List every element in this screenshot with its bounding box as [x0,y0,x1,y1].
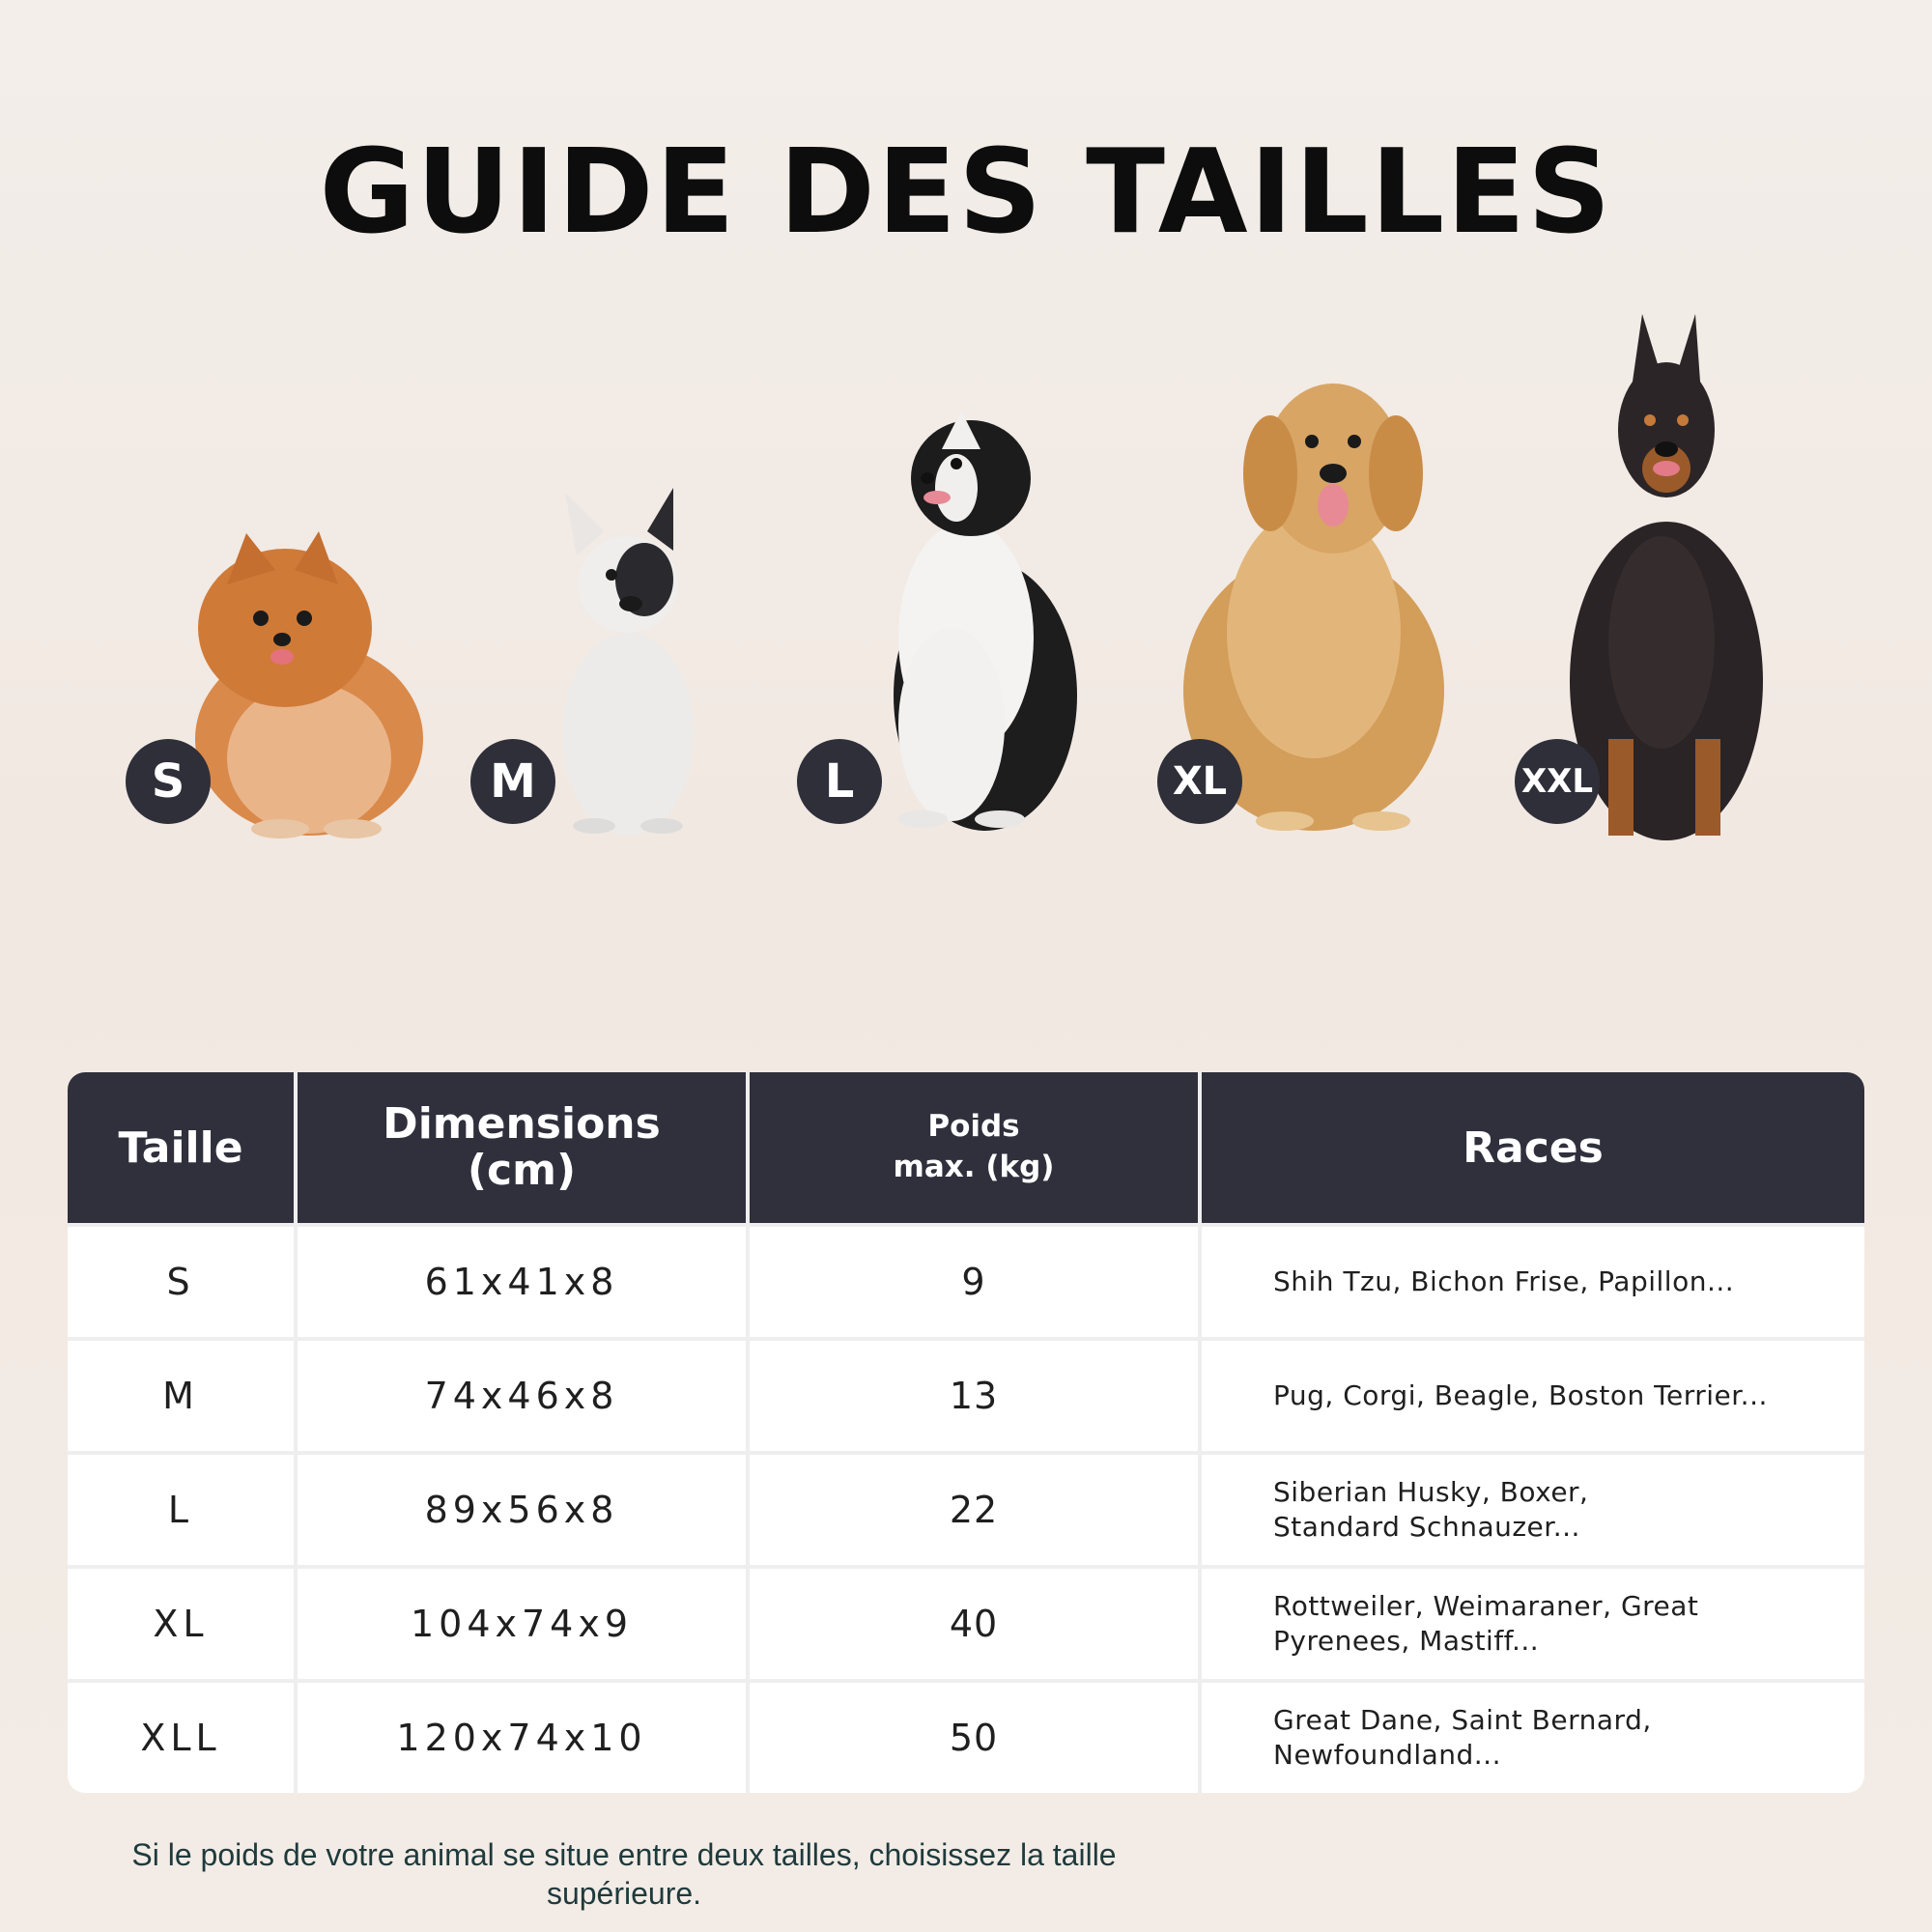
cell-dimensions: 74x46x8 [298,1341,746,1451]
table-row [68,1569,1864,1679]
dog-large-border-collie [824,406,1087,831]
dog-medium-french-bulldog [490,488,710,836]
cell-dimensions: 104x74x9 [298,1569,746,1679]
header-dimensions-line2: (cm) [467,1146,577,1195]
cell-poids: 22 [750,1455,1198,1565]
size-badge-m: M [470,739,555,824]
cell-races-line1: Pug, Corgi, Beagle, Boston Terrier... [1273,1378,1768,1411]
cell-dimensions: 120x74x10 [298,1683,746,1793]
dog-small-pomeranian [151,531,435,840]
size-badge-xxl: XXL [1515,739,1600,824]
table-row [68,1227,1864,1337]
note-line2: supérieure. [546,1876,702,1911]
header-dimensions-line1: Dimensions [383,1098,661,1149]
cell-races [1202,1683,1864,1793]
table-row [68,1683,1864,1793]
table-header-row [68,1072,1864,1223]
cell-races [1202,1455,1864,1565]
cell-races [1202,1227,1864,1337]
header-taille: Taille [68,1072,294,1223]
header-poids [750,1072,1198,1223]
pomeranian-image [184,531,435,840]
french-bulldog-image [555,488,710,836]
cell-taille: XLL [68,1683,294,1793]
border-collie-image [884,406,1087,831]
cell-dimensions: 89x56x8 [298,1455,746,1565]
dog-xxlarge-doberman [1520,314,1777,840]
cell-taille: XL [68,1569,294,1679]
page-title: GUIDE DES TAILLES [319,126,1613,260]
cell-poids: 9 [750,1227,1198,1337]
header-races: Races [1202,1072,1864,1223]
dog-size-illustrations [0,290,1932,869]
cell-taille: S [68,1227,294,1337]
cell-races [1202,1569,1864,1679]
size-advice-note [54,1835,1194,1913]
cell-taille: M [68,1341,294,1451]
header-poids-line2: max. (kg) [893,1150,1055,1184]
cell-dimensions: 61x41x8 [298,1227,746,1337]
size-badge-xl: XL [1157,739,1242,824]
cell-poids: 13 [750,1341,1198,1451]
size-table [68,1072,1864,1793]
cell-races-line1: Shih Tzu, Bichon Frise, Papillon... [1273,1264,1735,1297]
cell-races-line2: Newfoundland... [1273,1739,1501,1771]
header-poids-line1: Poids [927,1109,1020,1145]
cell-races-line2: Pyrenees, Mastiff... [1273,1625,1540,1657]
size-badge-l: L [797,739,882,824]
header-dimensions [298,1072,746,1223]
cell-races-line2: Standard Schnauzer... [1273,1511,1580,1543]
cell-taille: L [68,1455,294,1565]
cell-poids: 40 [750,1569,1198,1679]
table-row [68,1455,1864,1565]
cell-races-line1: Siberian Husky, Boxer, [1273,1475,1589,1508]
dog-xlarge-golden-retriever [1169,372,1449,831]
cell-races [1202,1341,1864,1451]
cell-races-line1: Great Dane, Saint Bernard, [1273,1703,1652,1736]
cell-races-line1: Rottweiler, Weimaraner, Great [1273,1589,1699,1622]
table-row [68,1341,1864,1451]
size-badge-s: S [126,739,211,824]
note-line1: Si le poids de votre animal se situe entre deux tailles, choisissez la taille [131,1837,1117,1872]
cell-poids: 50 [750,1683,1198,1793]
